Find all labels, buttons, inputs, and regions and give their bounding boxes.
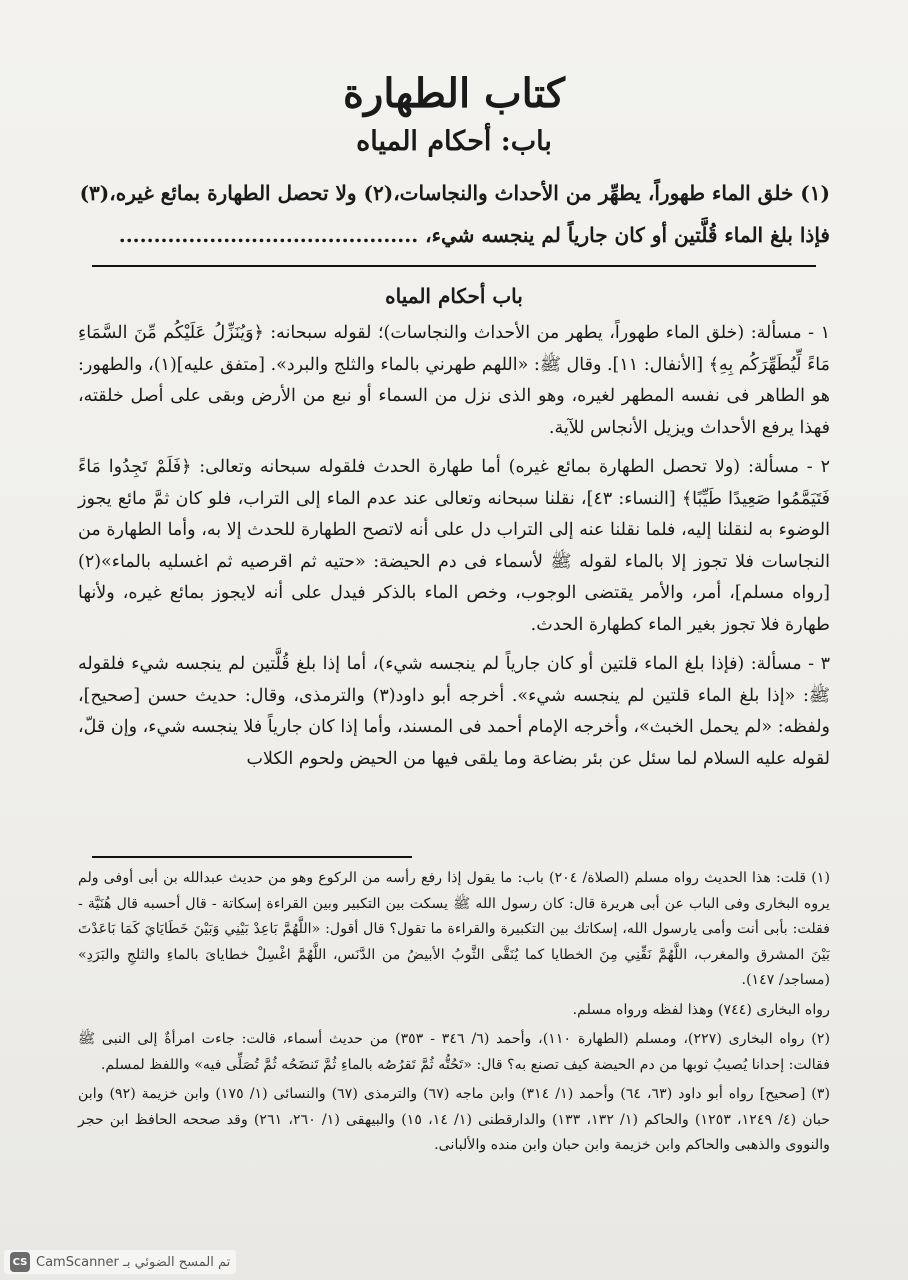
footnote-1: (١) قلت: هذا الحديث رواه مسلم (الصلاة/ ٢٠٤) باب: ما يقول إذا رفع رأسه من الركوع وهو من حديث عبدالله بن أبى أوفى ولم يروه البخارى وفى الباب عن أبى هريرة قال: كان رسول الله ﷺ يسكت بين التكبير وبين القراءة إسكاتة - قال أحسبه قال هُنَيَّة - فقلت: بأبى أنت وأمى يارسول الله، إسكاتك بين التكبيرة والقراءة ما تقول؟ قال أقول: «اللَّهُمَّ بَاعِدْ بَيْنِي وَبَيْنَ خَطَايَايَ كَمَا بَاعَدْتَ بَيْنَ المشرق والمغرب، اللَّهُمَّ نَقِّنِي مِنَ الخطايا كما يُنَقَّى الثَّوبُ الأبيضُ من الدَّنَس، اللَّهُمَّ اغْسِلْ خطاياىَ بالماءِ والثلجِ والبَرَدِ» (مساجد/ ١٤٧). bbox=[78, 870, 830, 988]
dotted-leader: ........................................... bbox=[118, 223, 419, 247]
main-text bbox=[78, 172, 830, 256]
commentary bbox=[78, 318, 830, 783]
footnote-1-continued: رواه البخارى (٧٤٤) وهذا لفظه ورواه مسلم. bbox=[572, 1001, 830, 1018]
main-text-line-2-text: فإذا بلغ الماء قُلَّتين أو كان جارياً لم ينجسه شيء، bbox=[425, 223, 830, 247]
commentary-paragraph-1: ١ - مسألة: (خلق الماء طهوراً، يطهر من الأحداث والنجاسات)؛ لقوله سبحانه: ﴿وَيُنَزِّلُ عَلَيْكُم مِّنَ السَّمَاءِ مَاءً لِّيُطَهِّرَكُم بِهِ﴾ [الأنفال: ١١]. وقال ﷺ: «اللهم طهرني بالماء والثلج والبرد». [متفق عليه](١)، والطهور: هو الطاهر فى نفسه المطهر لغيره، وهو الذى نزل من السماء أو نبع من الأرض وبقى على أصل خلقته، فهذا يرفع الأحداث ويزيل الأنجاس للآية. bbox=[78, 323, 830, 438]
main-text-line-2 bbox=[78, 214, 830, 256]
footnote-3: (٣) [صحيح] رواه أبو داود (٦٣، ٦٤) وأحمد (١/ ٣١٤) وابن ماجه (٦٧) والترمذى (٦٧) والنسائى (١/ ١٧٥) وابن خزيمة (٩٢) وابن حبان (٤/ ١٢٤٩، ١٢٥٣) والحاكم (١/ ١٣٢، ١٣٣) والدارقطنى (١/ ١٤، ١٥) والبيهقى (١/ ٢٦٠، ٢٦١) وقد صححه الحافظ ابن حجر والنووى والذهبى والحاكم وابن خزيمة وابن حبان وابن منده والألبانى. bbox=[78, 1086, 831, 1153]
camscanner-watermark bbox=[4, 1250, 236, 1274]
commentary-paragraph-3: ٣ - مسألة: (فإذا بلغ الماء قلتين أو كان جارياً لم ينجسه شيء)، أما إذا بلغ قُلَّتين لم ينجسه شيء فلقوله ﷺ: «إذا بلغ الماء قلتين لم ينجسه شيء». أخرجه أبو داود(٣) والترمذى، وقال: حديث حسن [صحيح]، ولفظه: «لم يحمل الخبث»، وأخرجه الإمام أحمد فى المسند، وأما إذا كان جارياً فلا ينجسه شيء، وإن قلّ، لقوله عليه السلام لما سئل عن بئر بضاعة وما يلقى فيها من الحيض ولحوم الكلاب bbox=[78, 654, 830, 769]
commentary-paragraph-2: ٢ - مسألة: (ولا تحصل الطهارة بمائع غيره) أما طهارة الحدث فلقوله سبحانه وتعالى: ﴿فَلَمْ تَجِدُوا مَاءً فَتَيَمَّمُوا صَعِيدًا طَيِّبًا﴾ [النساء: ٤٣]، نقلنا سبحانه وتعالى عند عدم الماء إلى التراب، فلو كان ثمَّ مائع يجوز الوضوء به لنقلنا إليه، فلما نقلنا عنه إلى التراب دل على أنه لاتصح الطهارة للحدث إلا به، وأما الطهارة من النجاسات فلا تجوز إلا بالماء لقوله ﷺ لأسماء فى دم الحيضة: «حتيه ثم اقرصيه ثم اغسليه بالماء»(٢) [رواه مسلم]، أمر، والأمر يقتضى الوجوب، وخص الماء بالذكر فيدل على أنه لايجوز بمائع غيره، ولأنها طهارة فلا تجوز بغير الماء كطهارة الحدث. bbox=[78, 457, 830, 635]
section-heading: باب أحكام المياه bbox=[385, 284, 523, 308]
top-divider bbox=[92, 265, 816, 267]
camscanner-logo-icon: CS bbox=[10, 1252, 30, 1272]
watermark-text: تم المسح الضوئي بـ CamScanner bbox=[36, 1254, 231, 1270]
main-text-line-1: (١) خلق الماء طهوراً، يطهِّر من الأحداث والنجاسات،(٢) ولا تحصل الطهارة بمائع غيره،(٣) bbox=[79, 181, 830, 205]
chapter-title: باب: أحكام المياه bbox=[356, 126, 552, 157]
book-title: كتاب الطهارة bbox=[343, 70, 565, 117]
footnote-2: (٢) رواه البخارى (٢٢٧)، ومسلم (الطهارة ١١٠)، وأحمد (٦/ ٣٤٦ - ٣٥٣) من حديث أسماء، قالت: جاءت امرأةٌ إلى النبى ﷺ فقالت: إحدانا يُصيبُ ثوبها من دم الحيضة كيف تصنع به؟ قال: «تَحُتُّه ثُمَّ تَقرُصُه بالماءِ ثُمَّ تَنضَحُه ثُمَّ تُصَلِّى فيه» واللفظ لمسلم. bbox=[78, 1031, 830, 1073]
footnotes bbox=[78, 866, 830, 1163]
footnote-divider bbox=[92, 856, 412, 858]
